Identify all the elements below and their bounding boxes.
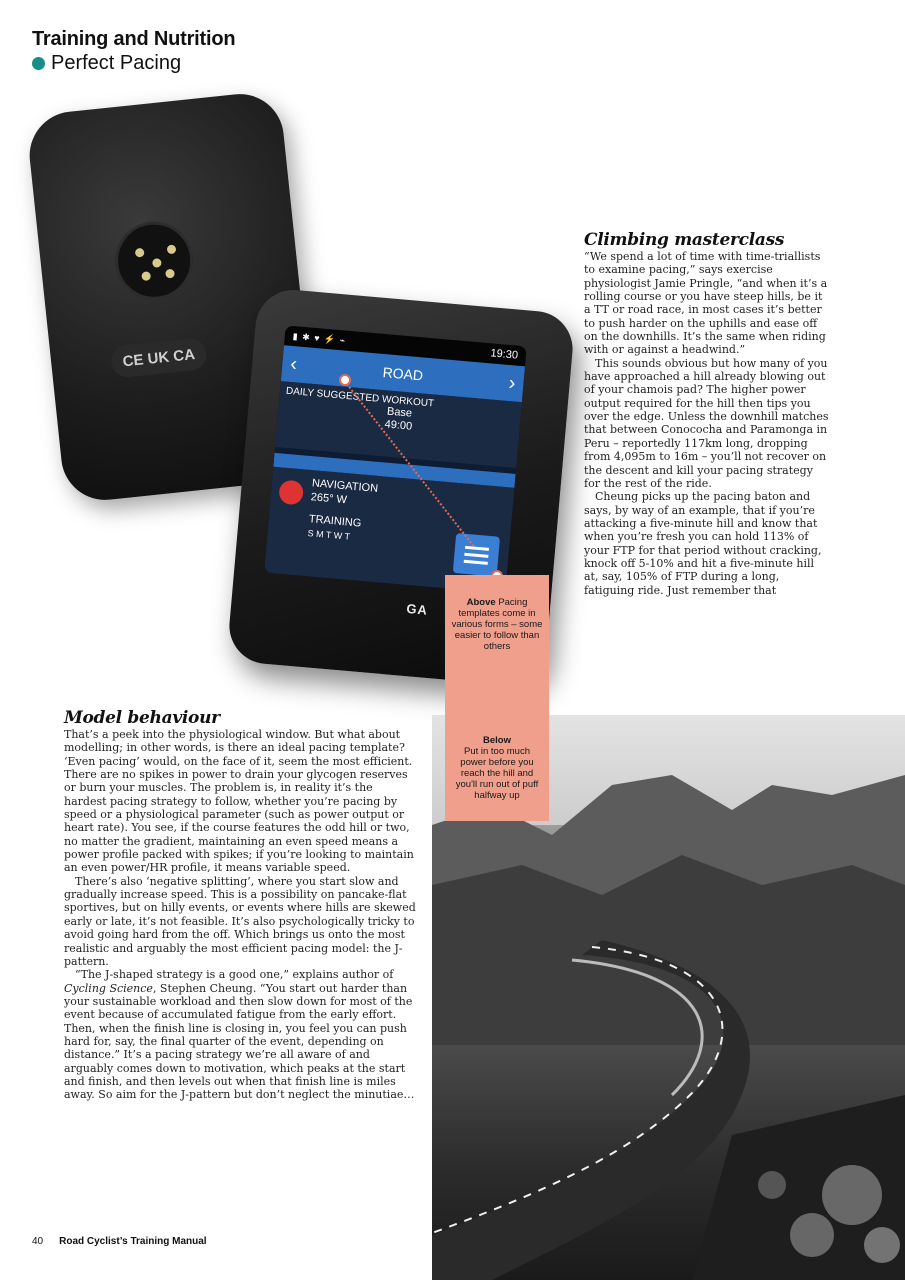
chevron-left-icon: ‹ [289, 352, 299, 375]
workout-duration: 49:00 [384, 418, 413, 433]
pin-icon [135, 248, 145, 258]
route-label: ROAD [382, 364, 424, 384]
workout-type: Base [386, 405, 413, 420]
page-header [32, 28, 235, 75]
pin-icon [141, 271, 151, 281]
caption-above-label: Above [466, 597, 496, 608]
heading-model-behaviour: Model behaviour [64, 708, 220, 728]
paragraph-part: “The J-shaped strategy is a good one,” explains author of [75, 968, 394, 982]
paragraph: There’s also ‘negative splitting’, where you start slow and gradually increase speed. This is a possibility on pancake-flat sportives, but on hilly events, or events where hills are skewed early or late, it’s not feasible. It’s also psychologically tricky to avoid going hard from the off. Which brings us onto the most realistic and arguably the most efficient pacing model: the J-pattern. [64, 874, 416, 968]
device-screen [264, 325, 527, 593]
bullet-dot-icon [32, 57, 45, 70]
nav-heading: 265° W [310, 491, 348, 507]
subsection-label: Perfect Pacing [51, 52, 182, 74]
subsection-title [32, 52, 235, 75]
pointer-dot [339, 374, 351, 386]
heading-climbing-masterclass: Climbing masterclass [584, 230, 785, 250]
paragraph: Cheung picks up the pacing baton and says, by way of an example, that if you’re attacking a five-minute hill and know that when you’re fresh you can hold 113% of your FTP for that period without cracking, knock off 5-10% and hit a five-minute hill at, say, 105% of FTP during a long, fatiguing ride. Just remember that [584, 490, 822, 597]
caption-below-label: Below [483, 735, 511, 746]
article-column-left [64, 708, 416, 1102]
book-title: Cycling Science [64, 981, 153, 995]
nav-label: NAVIGATION [311, 477, 379, 495]
publication-title: Road Cyclist’s Training Manual [59, 1236, 207, 1247]
certification-marks: CE UK CA [110, 337, 208, 379]
pin-icon [152, 258, 162, 268]
page-number: 40 [32, 1236, 44, 1247]
caption-below-text: Put in too much power before you reach the hill and you'll run out of puff halfway up [455, 746, 539, 801]
status-time: 19:30 [489, 347, 519, 362]
caption-below [451, 735, 543, 801]
caption-above [451, 597, 543, 652]
training-days: S M T W T [307, 528, 351, 542]
paragraph [64, 968, 416, 1101]
workout-label: DAILY SUGGESTED WORKOUT [285, 385, 435, 410]
chevron-right-icon: › [507, 371, 517, 395]
paragraph: This sounds obvious but how many of you have approached a hill already blowing out of your chamois pad? The higher power output required for the hill then tips you over the edge. Unless the downhill matches that between Conococha and Paramonga in Peru – reportedly 117km long, dropping from 4,095m to 16m – you’ll not recover on the descent and kill your pacing strategy for the rest of the ride. [584, 356, 829, 490]
paragraph: “We spend a lot of time with time-triallists to examine pacing,” says exercise physiologist Jamie Pringle, “and when it’s a rolling course or you have steep hills, be it a TT or road race, in most cases it’s better to push harder on the uphills and ease off on the downhills. It’s the same when riding with or against a headwind.” [584, 250, 828, 357]
section-title: Training and Nutrition [32, 28, 236, 50]
pin-icon [165, 269, 175, 279]
caption-above-text: Pacing templates come in various forms – some easier to follow than others [451, 597, 543, 652]
paragraph-part: , Stephen Cheung. “You start out harder than your sustainable workload and then slow down for most of the event because of accumulated fatigue from the early effort. Then, when the finish line is closing in, you feel you can push hard for, say, the final quarter of the event, depending on distance.” It’s a pacing strategy we’re all aware of and arguably comes down to motivation, which peaks at the start and finish, and then levels out when that finish line is miles away. So aim for the J-pattern but don’t neglect the minutiae… [64, 981, 415, 1102]
training-label: TRAINING [308, 513, 362, 530]
brand-logo: GA [405, 600, 429, 618]
page-footer [32, 1236, 207, 1247]
caption-box [445, 575, 549, 821]
paragraph: That’s a peek into the physiological window. But what about modelling; in other words, is there an ideal pacing template? ‘Even pacing’ would, on the face of it, seem the most efficient. There are no spikes in power to drain your glycogen reserves or burn your muscles. The problem is, in reality it’s the hardest pacing strategy to follow, whether you’re pacing by speed or a physiological parameter (such as power output or heart rate). You see, if the course features the odd hill or two, no matter the gradient, maintaining an even speed means a power profile packed with spikes; if you’re looking to maintain an even power/HR profile, it means variable speed. [64, 728, 414, 875]
article-column-right [584, 230, 830, 597]
status-icons: ▮ ✱ ♥ ⚡ ⌁ [292, 330, 347, 346]
mount-icon [111, 218, 197, 304]
pin-icon [167, 244, 177, 254]
